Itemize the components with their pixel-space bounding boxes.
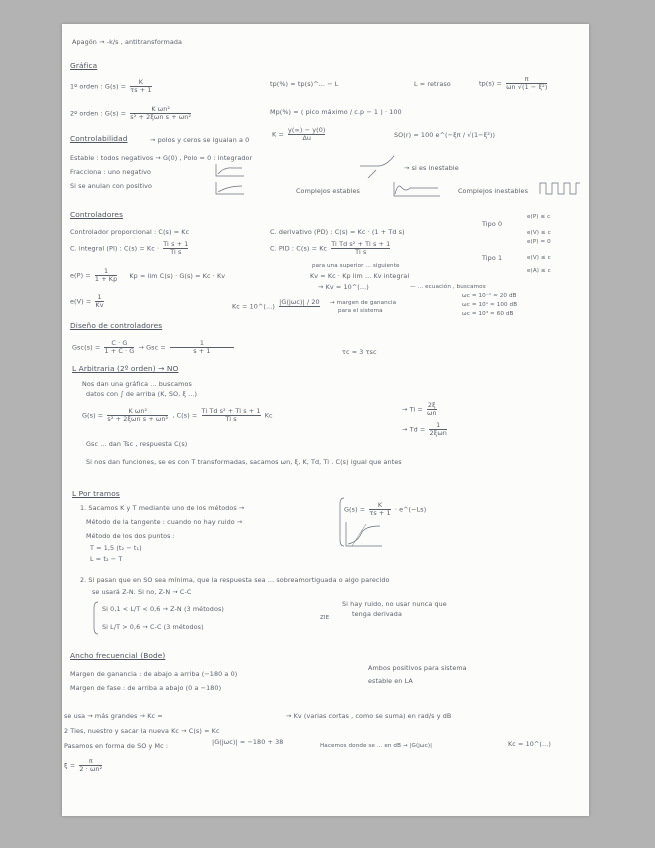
note-line: Nos dan una gráfica ... buscamos [82,380,192,388]
note-line: Tipo 0 [482,220,503,228]
note-line: Complejos estables [296,187,360,195]
note-line: Si hay ruido, no usar nunca que [342,600,447,608]
note-line: Gsc ... dan Tsc , respuesta C(s) [86,440,188,448]
note-line: tp(s) = $\frac{\pi}{\text{ωn √(1 − ξ²)}}$ [479,75,548,91]
notes-page [62,24,589,816]
section-heading: Diseño de controladores [70,321,163,330]
note-line: Método de los dos puntos : [86,532,175,540]
note-line: → polos y ceros se igualan a 0 [150,136,250,144]
note-line: T = 1,5 (t₂ − t₁) [90,544,142,552]
note-line: ZIE [320,615,330,621]
note-line: → margen de ganancia [330,300,397,306]
note-line: Si L/T > 0,6 → C-C (3 métodos) [102,623,204,631]
section-heading: Gráfica [70,61,98,70]
note-line: → Ti = $\frac{2\xi}{\omega n}$ [402,401,437,417]
note-line: tenga derivada [352,610,402,618]
step-response-sketch [214,162,254,196]
note-line: SO(r) = 100 e^(−ξπ / √(1−ξ²)) [394,131,496,139]
note-line: ωc = 10⁻¹ ≈ 20 dB [462,293,517,299]
note-line: para una superior ... siguiente [312,263,400,269]
note-line: e(P) = 0 [527,239,551,245]
subsection-heading: L Por tramos [72,489,120,498]
note-line: → Td = $\frac{1}{\text{2ξωn}}$ [402,421,447,437]
note-line: G(s) = $\frac{K}{\tau s + 1}$ · e^(−Ls) [344,501,427,517]
note-line: Si nos dan funciones, se es con T transformadas, sacamos ωn, ξ, K, Td, Ti . C(s) igual que antes [86,458,402,466]
note-line: ωc = 10³ ≈ 60 dB [462,311,514,317]
note-line: e(A) ≤ c [527,268,551,274]
note-line: se usará Z-N. Si no, Z-N → C-C [92,588,192,596]
section-heading: Ancho frecuencial (Bode) [70,651,166,660]
note-line: Tipo 1 [482,254,503,262]
note-line: e(V) ≤ c [527,255,551,261]
note-line: 2 Ties, nuestro y sacar la nueva Kc → C(s) = Kc [64,727,220,735]
note-line: L = t₂ − T [90,555,123,563]
note-line: datos con ∫ de arriba (K, SO, ξ ...) [86,390,198,398]
note-line: Kv = Kc · Kp lim ... Kv integral [310,272,410,280]
note-line: Complejos inestables [458,187,529,195]
note-line: Kc = 10^(...) [508,740,551,748]
note-line: estable en LA [368,677,413,685]
note-line: Gsc(s) = $\frac{C \cdot G}{1 + C \cdot G}$ → Gsc = $\frac{1}{s + 1}$ [72,340,236,355]
note-line: 1. Sacamos K y T mediante uno de los métodos → [80,504,245,512]
section-heading: Controladores [70,210,124,219]
note-line: 2º orden : G(s) = $\frac{\text{K ωn²}}{\text{s² + 2ξωn s + ωn²}}$ [70,105,192,121]
sustained-oscillation-sketch [538,180,582,196]
note-line: se usa → más grandes → Kc = [64,712,163,720]
tangent-method-sketch [344,520,384,550]
note-line: Kc = 10^(...) |G(jωc)| / 20 [232,298,320,311]
note-line: C. integral (PI) : C(s) = Kc · $\frac{\text{Ti s + 1}}{\text{Ti s}}$ [70,240,189,256]
note-line: Margen de fase : de arriba a abajo (0 a −180) [70,684,222,692]
note-line: e(P) = $\frac{1}{1 + Kp}$ Kp = lim C(s) · G(s) = Kc · Kv [70,267,226,283]
subsection-heading: L Arbitraria (2º orden) → NO [72,364,179,373]
note-line: C. derivativo (PD) : C(s) = Kc · (1 + Td s) [270,228,405,236]
note-line: Hacemos donde se ... en dB → |G(jωc)| [320,743,433,749]
note-line: Ambos positivos para sistema [368,664,467,672]
note-line: → Kv (varias cortas , como se suma) en rad/s y dB [286,712,452,720]
note-line: ξ = $\frac{\pi}{\text{2 · ωn²}}$ [64,757,103,773]
note-line: para el sistema [338,308,383,314]
note-line: K = $\frac{y(\infty) - y(0)}{\Delta u}$ [272,126,326,142]
note-line: τc = 3 τsc [342,348,377,356]
note-line: Si 0,1 < L/T < 0,6 → Z-N (3 métodos) [102,605,224,613]
bracket-sketch [92,600,100,636]
note-line: — ... ecuación , buscamos [410,284,486,290]
note-line: e(P) ≤ c [527,214,551,220]
note-line: → si es inestable [404,164,459,172]
note-line: → Kv = 10^(...) [318,283,369,291]
note-line: tp(%) = tp(s)^... − L [270,80,339,88]
note-line: e(V) ≤ c [527,230,551,236]
note-line: Si se anulan con positivo [70,182,152,190]
note-line: Mp(%) = ( pico máximo / c.p − 1 ) · 100 [270,108,402,116]
note-line: C. PID : C(s) = Kc $\frac{\text{Ti Td s² + Ti s + 1}}{\text{Ti s}}$ [270,240,391,256]
note-line: e(V) = $\frac{1}{Kv}$ [70,293,104,309]
note-line: ωc = 10¹ ≈ 100 dB [462,302,518,308]
note-line: 1º orden : G(s) = $\frac{K}{\tau s + 1}$ [70,78,152,94]
note-line: Controlador proporcional : C(s) = Kc [70,228,190,236]
section-heading: Controlabilidad [70,134,128,143]
unstable-response-sketch [358,152,400,182]
note-line: 2. Si pasan que en SO sea mínima, que la respuesta sea ... sobreamortiguada o algo parecido [80,576,390,584]
note-line: Método de la tangente : cuando no hay ruido → [86,518,243,526]
note-line: Apagón → -k/s , antitransformada [72,38,183,46]
note-line: G(s) = $\frac{\text{K ωn²}}{\text{s² + 2ξωn s + ωn²}}$ , C(s) = $\frac{\text{Ti Td s² + Ti s + 1}}{\text{Ti s}}$ Kc [82,407,273,423]
note-line: Pasamos en forma de SO y Mc : [64,742,169,750]
note-line: Estable : todos negativos → G(0) , Polo = 0 : integrador [70,154,253,162]
note-line: Margen de ganancia : de abajo a arriba (−180 a 0) [70,670,238,678]
note-line: |G(jωc)| = −180 + 38 [212,738,284,746]
damped-oscillation-sketch [392,180,442,198]
note-line: L = retraso [414,80,451,88]
note-line: Fracciona : uno negativo [70,168,152,176]
